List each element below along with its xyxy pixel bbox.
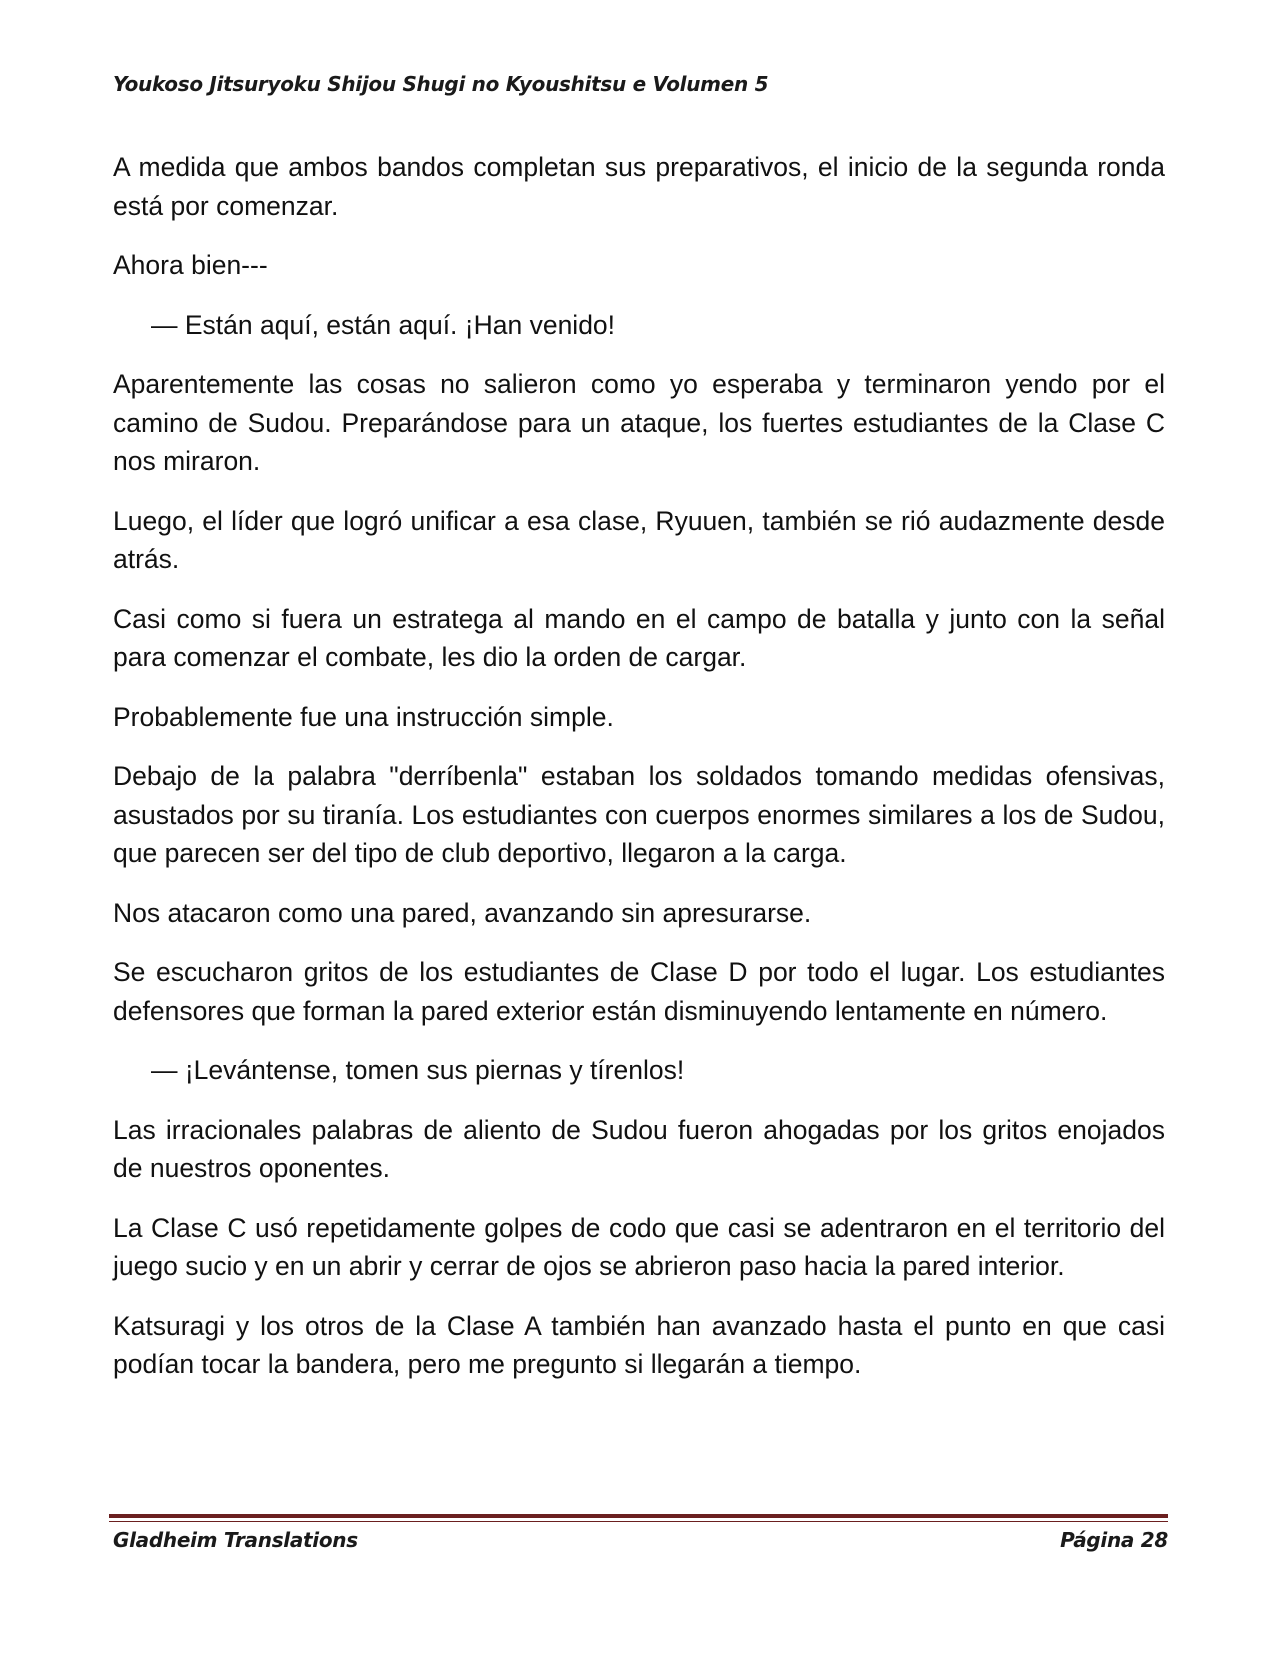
footer-translator: Gladheim Translations (113, 1528, 358, 1552)
paragraph: Probablemente fue una instrucción simple. (113, 701, 614, 732)
paragraph: Nos atacaron como una pared, avanzando sin apresurarse. (113, 897, 812, 928)
footer-divider (109, 1514, 1168, 1518)
paragraph: La Clase C usó repetidamente golpes de codo que casi se adentraron en el territorio del juego sucio y en un abrir y cerrar de ojos se abrieron paso hacia la pared interior. (113, 1212, 1165, 1281)
paragraph: A medida que ambos bandos completan sus preparativos, el inicio de la segunda ronda está por comenzar. (113, 152, 1165, 221)
page-body (113, 148, 1165, 1384)
paragraph: Las irracionales palabras de aliento de Sudou fueron ahogadas por los gritos enojados de nuestros oponentes. (113, 1114, 1165, 1183)
paragraph: Debajo de la palabra "derríbenla" estaban los soldados tomando medidas ofensivas, asustados por su tiranía. Los estudiantes con cuerpos enormes similares a los de Sudou, que parecen ser del tipo de club deportivo, llegaron a la carga. (113, 761, 1165, 868)
paragraph: Luego, el líder que logró unificar a esa clase, Ryuuen, también se rió audazmente desde atrás. (113, 505, 1165, 574)
paragraph: Ahora bien--- (113, 250, 268, 280)
page-number: Página 28 (1060, 1528, 1168, 1552)
dialogue-line: — ¡Levántense, tomen sus piernas y tírenlos! (151, 1055, 685, 1085)
footer-divider-thin (109, 1521, 1168, 1522)
paragraph: Katsuragi y los otros de la Clase A también han avanzado hasta el punto en que casi podían tocar la bandera, pero me pregunto si llegarán a tiempo. (113, 1310, 1165, 1379)
running-header: Youkoso Jitsuryoku Shijou Shugi no Kyoushitsu e Volumen 5 (113, 72, 769, 96)
paragraph: Aparentemente las cosas no salieron como yo esperaba y terminaron yendo por el camino de Sudou. Preparándose para un ataque, los fuertes estudiantes de la Clase C nos miraron. (113, 369, 1165, 476)
paragraph: Se escucharon gritos de los estudiantes de Clase D por todo el lugar. Los estudiantes defensores que forman la pared exterior están disminuyendo lentamente en número. (113, 957, 1165, 1026)
dialogue-line: — Están aquí, están aquí. ¡Han venido! (151, 309, 616, 340)
paragraph: Casi como si fuera un estratega al mando en el campo de batalla y junto con la señal para comenzar el combate, les dio la orden de cargar. (113, 603, 1165, 672)
